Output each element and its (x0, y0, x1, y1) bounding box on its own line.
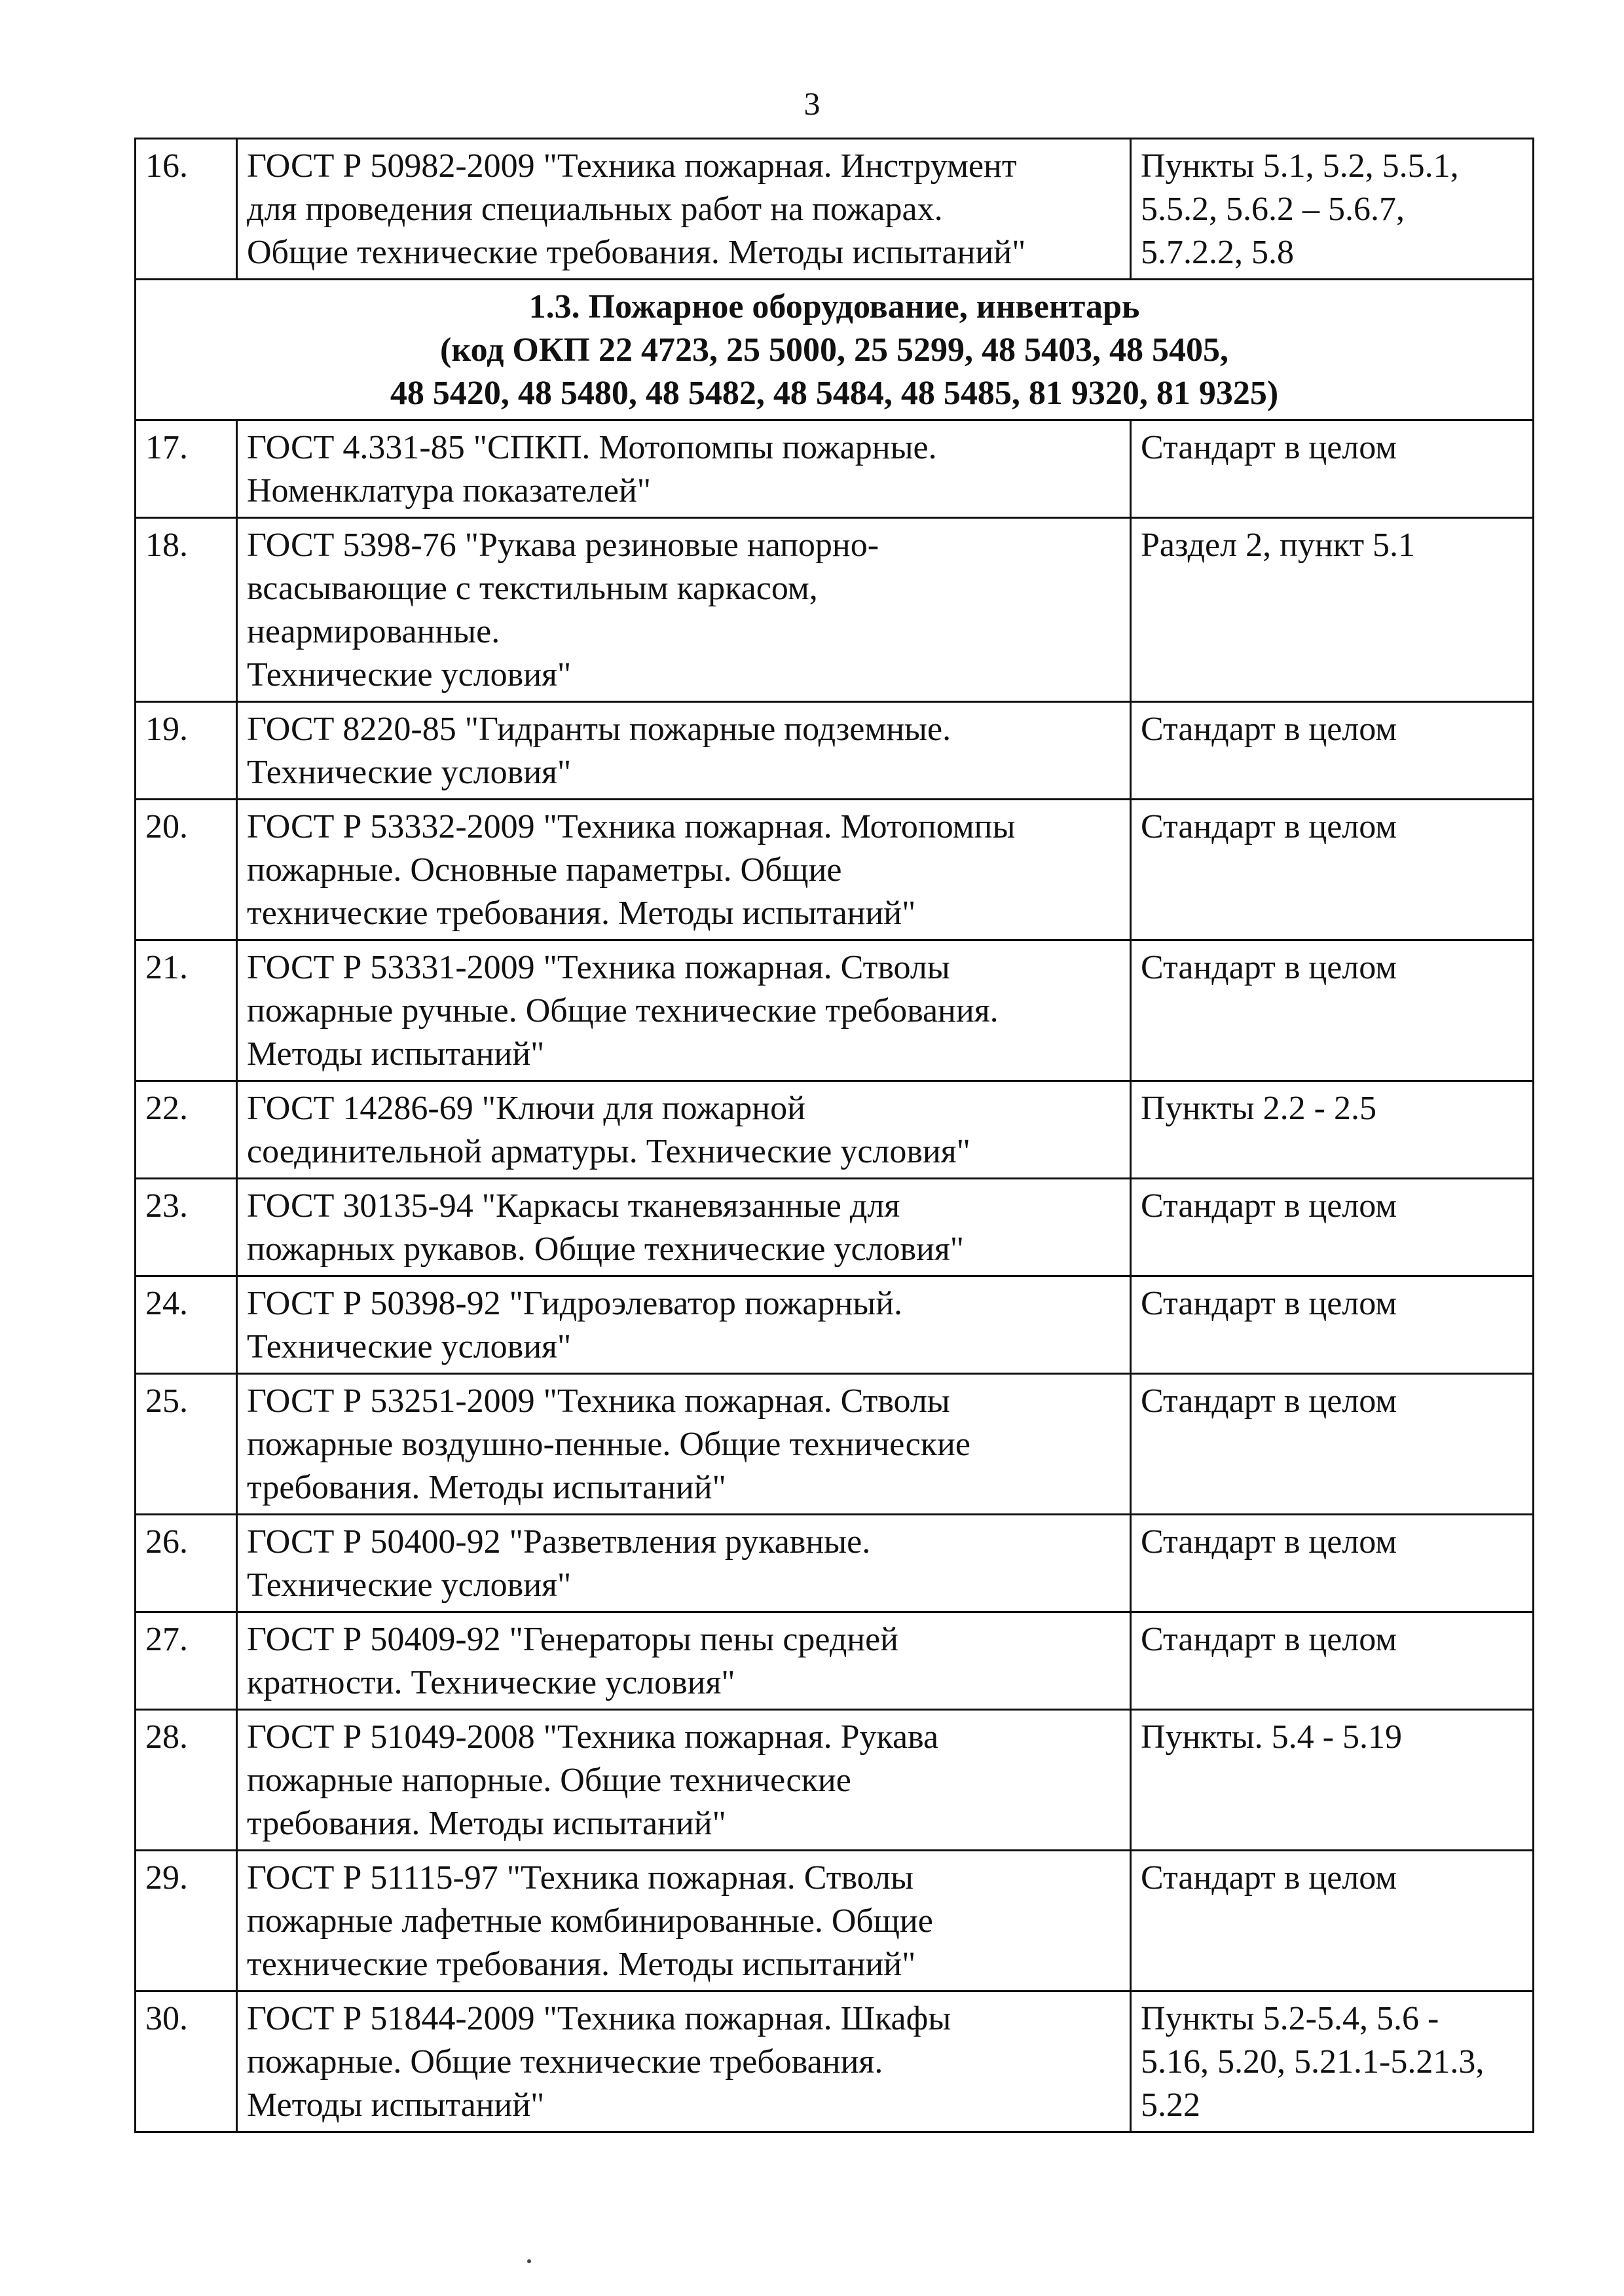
standard-title-line: ГОСТ Р 51844-2009 "Техника пожарная. Шкафы (247, 2000, 951, 2037)
standard-title-line: Номенклатура показателей" (247, 472, 651, 509)
applicable-clauses (1131, 1851, 1534, 1991)
section-heading-line: 48 5420, 48 5480, 48 5482, 48 5484, 48 5485, 81 9320, 81 9325) (390, 375, 1279, 412)
standard-title-line: Общие технические требования. Методы испытаний" (247, 234, 1026, 271)
clauses-line: Стандарт в целом (1141, 1187, 1397, 1225)
row-number: 29. (136, 1851, 237, 1991)
standard-title-line: Технические условия" (247, 656, 572, 694)
standard-title-line: ГОСТ 5398-76 "Рукава резиновые напорно- (247, 527, 879, 564)
scan-speck (527, 2259, 531, 2263)
clauses-line: Стандарт в целом (1141, 1523, 1397, 1561)
standard-title-line: ГОСТ 14286-69 "Ключи для пожарной (247, 1090, 805, 1127)
table-row (136, 1081, 1534, 1179)
section-heading-row (136, 280, 1534, 420)
row-number: 23. (136, 1179, 237, 1276)
standard-title-line: технические требования. Методы испытаний" (247, 895, 916, 932)
row-number: 20. (136, 800, 237, 940)
standard-title (237, 1991, 1131, 2132)
row-number: 26. (136, 1515, 237, 1612)
clauses-line: 5.22 (1141, 2086, 1200, 2124)
standard-title (237, 1276, 1131, 1374)
row-number: 28. (136, 1710, 237, 1851)
clauses-line: Пункты. 5.4 - 5.19 (1141, 1718, 1402, 1756)
standard-title-line: ГОСТ Р 51115-97 "Техника пожарная. Стволы (247, 1859, 913, 1897)
standard-title-line: Методы испытаний" (247, 2086, 545, 2124)
table-row (136, 139, 1534, 280)
standard-title-line: пожарные напорные. Общие технические (247, 1762, 851, 1799)
standard-title (237, 1612, 1131, 1710)
standard-title-line: ГОСТ 4.331-85 "СПКП. Мотопомпы пожарные. (247, 429, 937, 466)
standard-title (237, 800, 1131, 940)
standard-title-line: неармированные. (247, 613, 500, 650)
applicable-clauses (1131, 1991, 1534, 2132)
clauses-line: Стандарт в целом (1141, 808, 1397, 845)
standard-title-line: пожарные. Общие технические требования. (247, 2043, 883, 2081)
standard-title-line: Технические условия" (247, 754, 572, 791)
applicable-clauses (1131, 800, 1534, 940)
standard-title-line: для проведения специальных работ на пожарах. (247, 191, 943, 228)
clauses-line: Пункты 5.1, 5.2, 5.5.1, (1141, 147, 1459, 185)
standard-title-line: ГОСТ Р 53331-2009 "Техника пожарная. Стволы (247, 949, 950, 986)
clauses-line: Стандарт в целом (1141, 1382, 1397, 1420)
applicable-clauses (1131, 420, 1534, 518)
standard-title-line: требования. Методы испытаний" (247, 1469, 726, 1506)
table-row (136, 1612, 1534, 1710)
standards-table-body (136, 139, 1534, 2132)
standard-title (237, 1374, 1131, 1515)
row-number: 30. (136, 1991, 237, 2132)
standards-table (134, 138, 1534, 2133)
row-number: 24. (136, 1276, 237, 1374)
clauses-line: Стандарт в целом (1141, 429, 1397, 466)
standard-title (237, 1179, 1131, 1276)
row-number: 19. (136, 702, 237, 800)
standard-title (237, 1515, 1131, 1612)
section-heading (136, 280, 1534, 420)
page-number: 3 (803, 85, 821, 122)
standard-title (237, 940, 1131, 1081)
row-number: 17. (136, 420, 237, 518)
table-row (136, 1851, 1534, 1991)
standard-title (237, 1710, 1131, 1851)
applicable-clauses (1131, 1179, 1534, 1276)
standard-title-line: Технические условия" (247, 1566, 572, 1604)
clauses-line: Пункты 2.2 - 2.5 (1141, 1090, 1376, 1127)
row-number: 16. (136, 139, 237, 280)
clauses-line: Стандарт в целом (1141, 949, 1397, 986)
standard-title-line: ГОСТ Р 50409-92 "Генераторы пены средней (247, 1621, 899, 1658)
row-number: 25. (136, 1374, 237, 1515)
clauses-line: Раздел 2, пункт 5.1 (1141, 527, 1416, 564)
clauses-line: 5.7.2.2, 5.8 (1141, 234, 1294, 271)
applicable-clauses (1131, 940, 1534, 1081)
standard-title (237, 518, 1131, 702)
table-row (136, 702, 1534, 800)
table-row (136, 1991, 1534, 2132)
table-row (136, 1179, 1534, 1276)
clauses-line: Стандарт в целом (1141, 1859, 1397, 1897)
applicable-clauses (1131, 1374, 1534, 1515)
clauses-line: Пункты 5.2-5.4, 5.6 - (1141, 2000, 1439, 2037)
standard-title (237, 139, 1131, 280)
section-heading-line: 1.3. Пожарное оборудование, инвентарь (528, 288, 1140, 325)
standard-title-line: кратности. Технические условия" (247, 1664, 735, 1701)
standard-title-line: пожарные. Основные параметры. Общие (247, 851, 842, 889)
table-row (136, 420, 1534, 518)
applicable-clauses (1131, 518, 1534, 702)
section-heading-line: (код ОКП 22 4723, 25 5000, 25 5299, 48 5403, 48 5405, (440, 331, 1228, 369)
row-number: 27. (136, 1612, 237, 1710)
standard-title-line: технические требования. Методы испытаний" (247, 1946, 916, 1983)
standard-title-line: ГОСТ Р 50982-2009 "Техника пожарная. Инструмент (247, 147, 1017, 185)
table-row (136, 1276, 1534, 1374)
table-row (136, 1710, 1534, 1851)
standard-title-line: ГОСТ Р 53251-2009 "Техника пожарная. Стволы (247, 1382, 950, 1420)
standard-title-line: пожарные лафетные комбинированные. Общие (247, 1902, 933, 1940)
standard-title-line: требования. Методы испытаний" (247, 1805, 726, 1842)
standard-title-line: пожарных рукавов. Общие технические условия" (247, 1231, 964, 1268)
standard-title (237, 1851, 1131, 1991)
standard-title-line: ГОСТ Р 53332-2009 "Техника пожарная. Мотопомпы (247, 808, 1016, 845)
standard-title-line: ГОСТ Р 51049-2008 "Техника пожарная. Рукава (247, 1718, 939, 1756)
standard-title-line: Методы испытаний" (247, 1035, 545, 1073)
row-number: 18. (136, 518, 237, 702)
clauses-line: 5.16, 5.20, 5.21.1-5.21.3, (1141, 2043, 1485, 2081)
standard-title-line: пожарные воздушно-пенные. Общие технические (247, 1426, 970, 1463)
standard-title-line: ГОСТ Р 50398-92 "Гидроэлеватор пожарный. (247, 1285, 903, 1322)
clauses-line: 5.5.2, 5.6.2 – 5.6.7, (1141, 191, 1405, 228)
applicable-clauses (1131, 1515, 1534, 1612)
standard-title-line: ГОСТ 30135-94 "Каркасы тканевязанные для (247, 1187, 900, 1225)
standard-title-line: ГОСТ 8220-85 "Гидранты пожарные подземные. (247, 711, 951, 748)
standard-title (237, 702, 1131, 800)
standard-title-line: пожарные ручные. Общие технические требования. (247, 992, 999, 1029)
clauses-line: Стандарт в целом (1141, 1621, 1397, 1658)
applicable-clauses (1131, 1612, 1534, 1710)
row-number: 22. (136, 1081, 237, 1179)
applicable-clauses (1131, 1081, 1534, 1179)
table-row (136, 940, 1534, 1081)
row-number: 21. (136, 940, 237, 1081)
table-row (136, 800, 1534, 940)
applicable-clauses (1131, 1276, 1534, 1374)
standard-title-line: соединительной арматуры. Технические условия" (247, 1133, 970, 1170)
standard-title (237, 1081, 1131, 1179)
standard-title (237, 420, 1131, 518)
standard-title-line: Технические условия" (247, 1328, 572, 1365)
table-row (136, 1374, 1534, 1515)
applicable-clauses (1131, 139, 1534, 280)
clauses-line: Стандарт в целом (1141, 711, 1397, 748)
standard-title-line: всасывающие с текстильным каркасом, (247, 570, 818, 607)
applicable-clauses (1131, 1710, 1534, 1851)
table-row (136, 1515, 1534, 1612)
table-row (136, 518, 1534, 702)
standard-title-line: ГОСТ Р 50400-92 "Разветвления рукавные. (247, 1523, 871, 1561)
applicable-clauses (1131, 702, 1534, 800)
clauses-line: Стандарт в целом (1141, 1285, 1397, 1322)
